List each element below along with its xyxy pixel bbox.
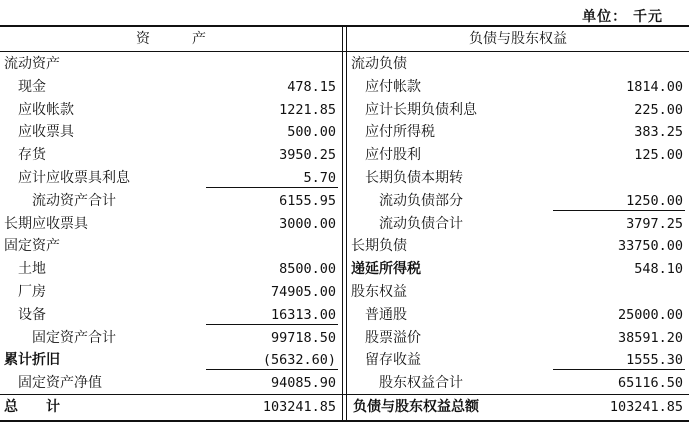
assets-row-label: 流动资产合计 [32, 192, 116, 209]
liabilities-row-label: 留存收益 [365, 352, 421, 369]
balance-sheet-table [0, 25, 689, 422]
liabilities-row [347, 348, 689, 372]
assets-row-value: 3950.25 [279, 147, 336, 164]
assets-row-label: 固定资产合计 [32, 329, 116, 346]
liabilities-row-value: 225.00 [634, 101, 683, 118]
assets-row-label: 土地 [18, 261, 46, 278]
column-divider-left [342, 27, 343, 420]
assets-row-label: 累计折旧 [4, 352, 60, 369]
liabilities-total-value: 103241.85 [609, 399, 683, 415]
liabilities-row-label: 股票溢价 [365, 329, 421, 346]
liabilities-column [347, 52, 689, 394]
assets-row-label: 固定资产 [4, 238, 60, 255]
liabilities-row [347, 234, 689, 258]
liabilities-row-value: 548.10 [634, 261, 683, 278]
liabilities-row [347, 371, 689, 395]
assets-row-label: 应计应收票具利息 [18, 170, 130, 186]
assets-row [0, 143, 342, 167]
liabilities-row [347, 75, 689, 99]
assets-row-value: 16313.00 [270, 306, 336, 323]
liabilities-row-value: 3797.25 [626, 215, 683, 232]
assets-column [0, 52, 342, 394]
assets-row-value: 500.00 [287, 124, 336, 141]
liabilities-row-value: 1555.30 [626, 352, 683, 369]
liabilities-row-value: 383.25 [634, 124, 683, 141]
liabilities-row-label: 应付股利 [365, 147, 421, 164]
liabilities-row [347, 143, 689, 167]
assets-row-label: 固定资产净值 [18, 375, 102, 392]
assets-row-label: 长期应收票具 [4, 215, 88, 232]
liabilities-row-label: 普通股 [365, 306, 407, 323]
liabilities-row [347, 280, 689, 304]
assets-row [0, 189, 342, 213]
assets-total-row [0, 395, 342, 419]
assets-row-label: 流动资产 [4, 56, 60, 72]
assets-row [0, 75, 342, 99]
unit-label: 单位： 千元 [582, 9, 663, 25]
liabilities-total-label: 负债与股东权益总额 [353, 399, 479, 415]
assets-row-value: 3000.00 [279, 215, 336, 232]
assets-row-label: 应收帐款 [18, 101, 74, 118]
assets-row [0, 326, 342, 350]
assets-row-value: (5632.60) [262, 352, 336, 369]
liabilities-total-row [347, 395, 689, 419]
liabilities-row-label: 长期负债 [351, 238, 407, 255]
assets-row [0, 348, 342, 372]
liabilities-row-value: 33750.00 [617, 238, 683, 255]
assets-row [0, 52, 342, 76]
liabilities-row [347, 326, 689, 350]
liabilities-row-label: 长期负债本期转 [365, 170, 463, 186]
assets-row-value: 99718.50 [270, 329, 336, 346]
assets-row-label: 厂房 [18, 284, 46, 300]
liabilities-row-label: 股东权益 [351, 284, 407, 300]
assets-row-value: 478.15 [287, 78, 336, 95]
assets-row [0, 98, 342, 122]
liabilities-row-label: 递延所得税 [351, 261, 421, 278]
liabilities-row-value: 65116.50 [617, 375, 683, 392]
liabilities-row [347, 98, 689, 122]
liabilities-row-label: 应付帐款 [365, 78, 421, 95]
liabilities-row-label: 流动负债合计 [379, 215, 463, 232]
liabilities-row [347, 212, 689, 236]
liabilities-row-label: 股东权益合计 [379, 375, 463, 392]
liabilities-row-value: 38591.20 [617, 329, 683, 346]
assets-row-label: 设备 [18, 306, 46, 323]
liabilities-row-label: 应付所得税 [365, 124, 435, 141]
assets-row [0, 303, 342, 327]
liabilities-row-label: 流动负债部分 [379, 192, 463, 209]
liabilities-row [347, 303, 689, 327]
assets-row-label: 现金 [18, 78, 46, 95]
assets-row-value: 5.70 [303, 170, 336, 186]
assets-row [0, 371, 342, 395]
assets-row [0, 212, 342, 236]
assets-row [0, 234, 342, 258]
assets-total-label: 总 计 [4, 399, 60, 415]
assets-row-value: 1221.85 [279, 101, 336, 118]
assets-row [0, 166, 342, 190]
liabilities-row-value: 1814.00 [626, 78, 683, 95]
assets-row-label: 应收票具 [18, 124, 74, 141]
assets-row [0, 280, 342, 304]
liabilities-row [347, 257, 689, 281]
assets-row [0, 120, 342, 144]
liabilities-row [347, 166, 689, 190]
liabilities-row [347, 120, 689, 144]
assets-row [0, 257, 342, 281]
liabilities-row-value: 125.00 [634, 147, 683, 164]
liabilities-row-value: 1250.00 [626, 192, 683, 209]
liabilities-row [347, 189, 689, 213]
assets-row-value: 94085.90 [270, 375, 336, 392]
assets-row-label: 存货 [18, 147, 46, 164]
liabilities-row-value: 25000.00 [617, 306, 683, 323]
assets-row-value: 74905.00 [270, 284, 336, 300]
assets-header: 资 产 [136, 31, 206, 47]
assets-total-value: 103241.85 [262, 399, 336, 415]
liabilities-header: 负债与股东权益 [469, 31, 567, 47]
assets-row-value: 8500.00 [279, 261, 336, 278]
liabilities-row-label: 应计长期负债利息 [365, 101, 477, 118]
assets-row-value: 6155.95 [279, 192, 336, 209]
table-header [0, 27, 689, 52]
liabilities-row-label: 流动负债 [351, 56, 407, 72]
liabilities-row [347, 52, 689, 76]
